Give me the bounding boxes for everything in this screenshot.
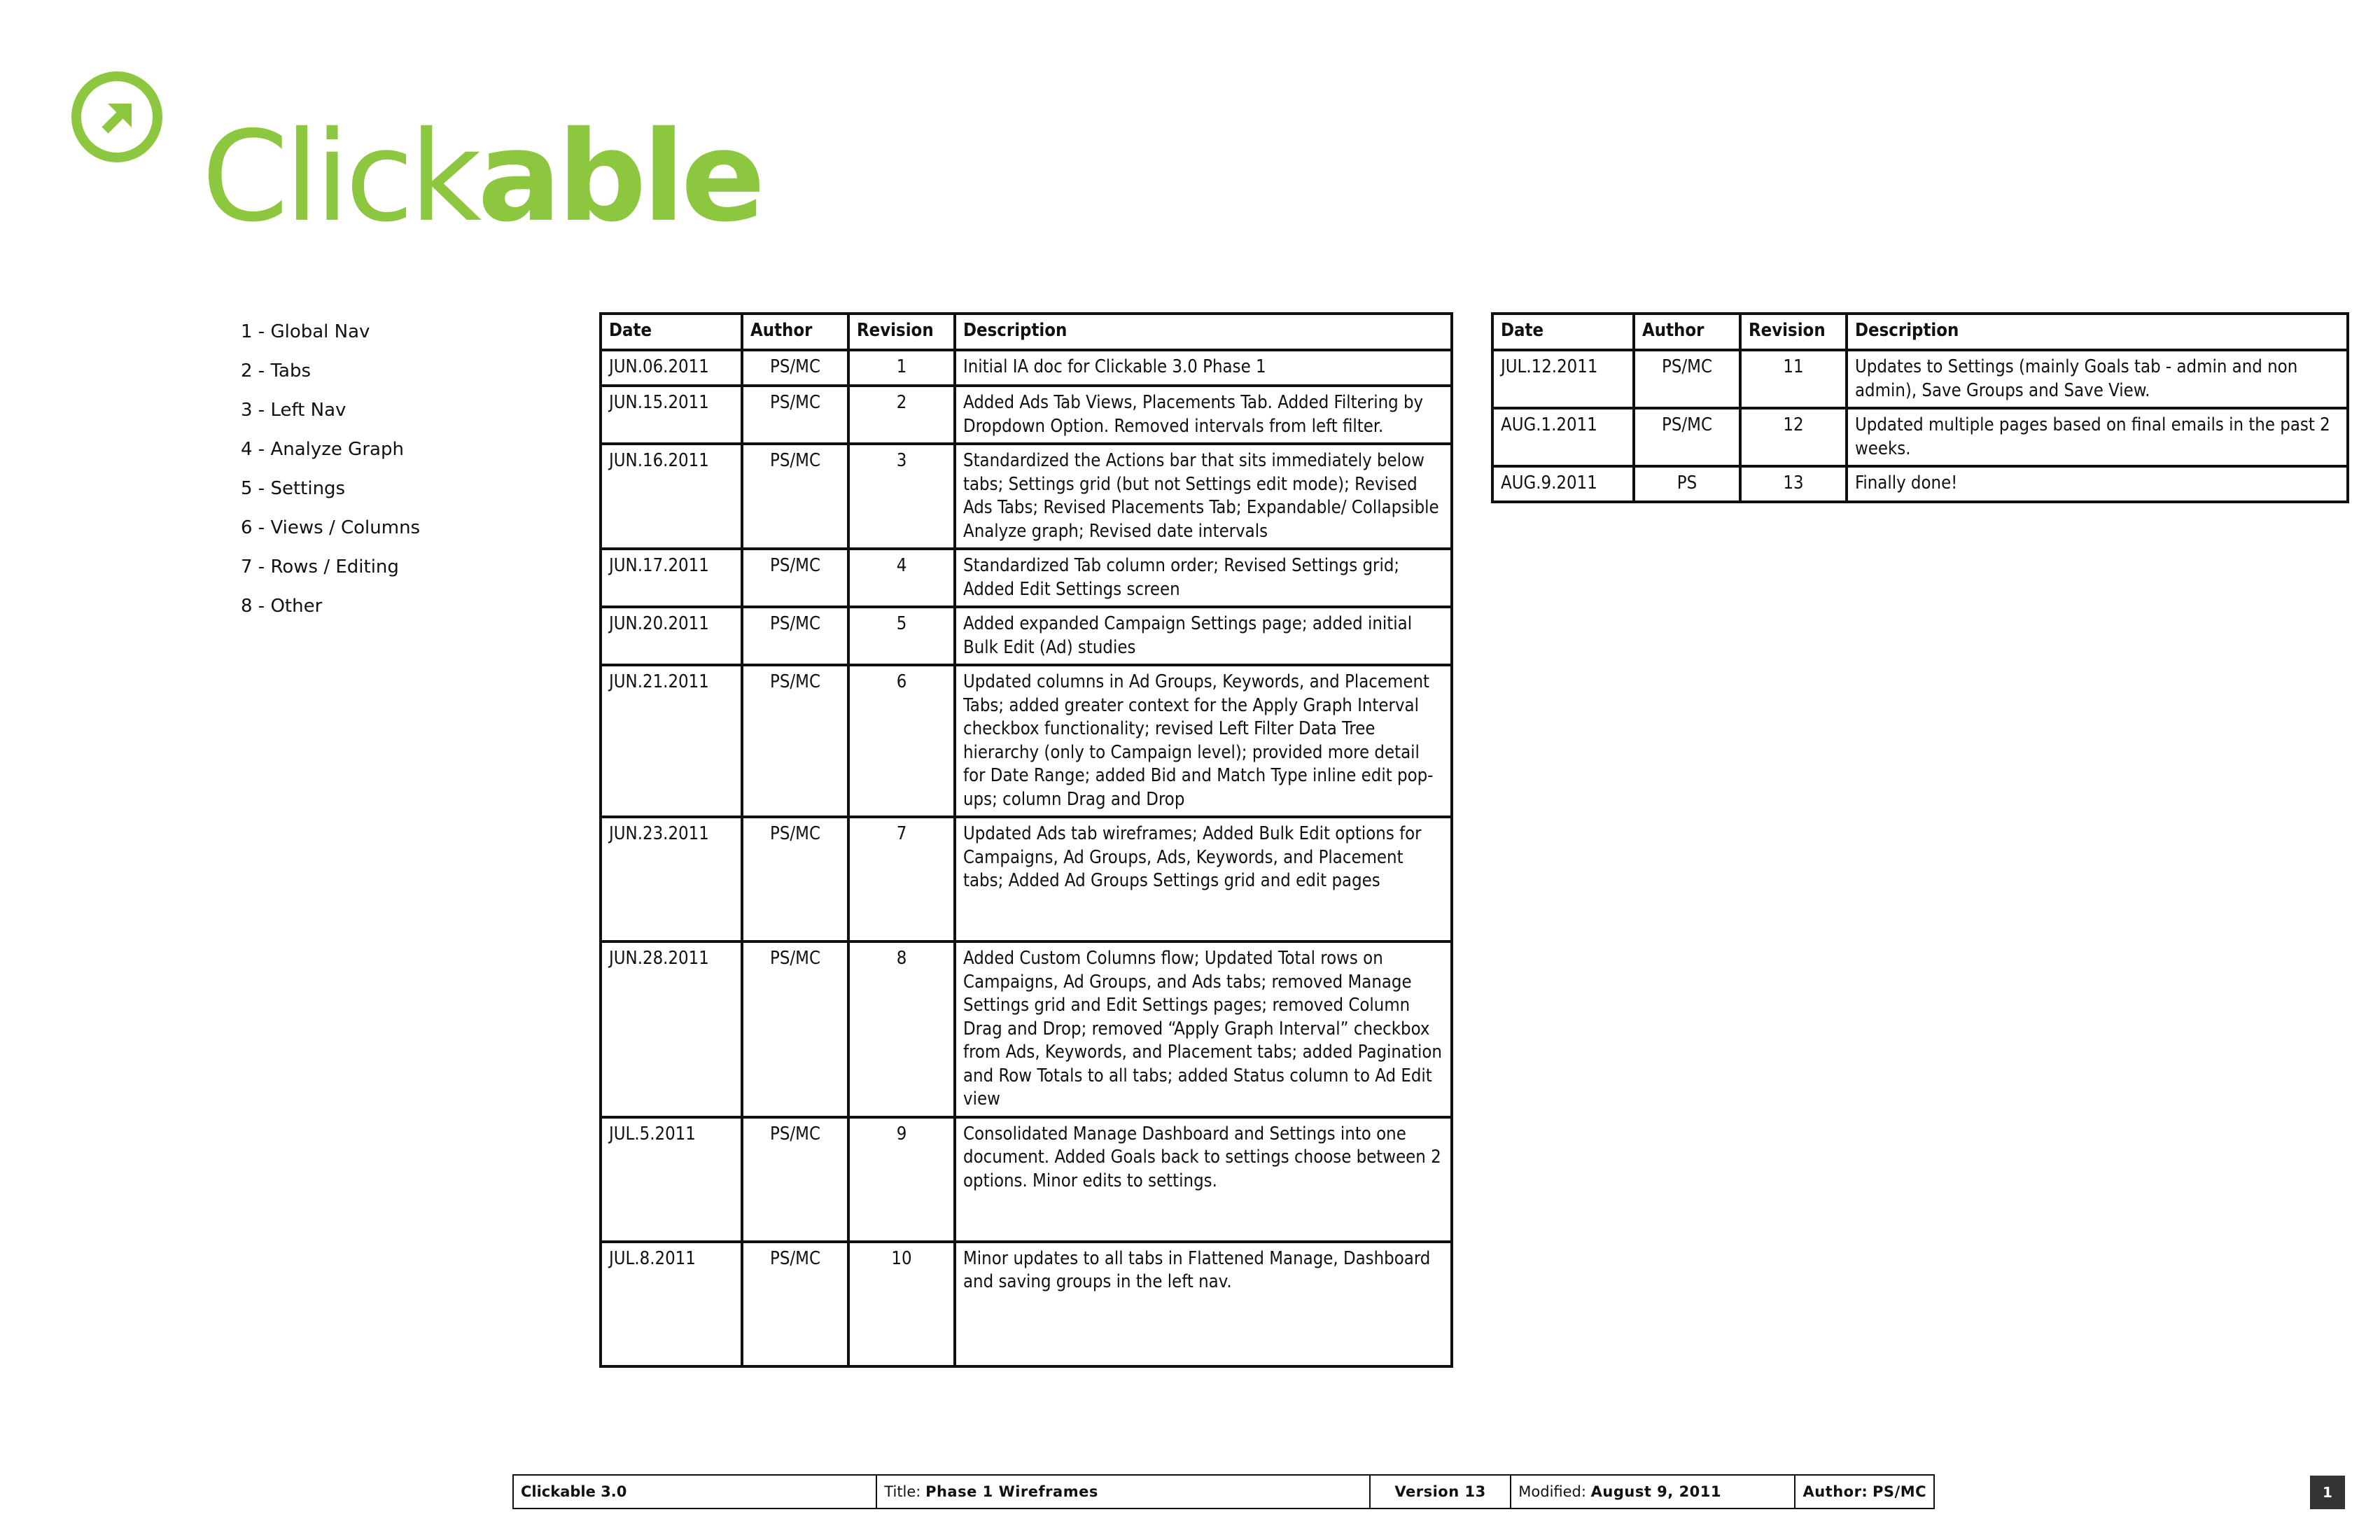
cell-author: PS/MC [742,350,848,386]
cell-author: PS/MC [1634,408,1740,466]
cell-author: PS/MC [742,941,848,1117]
header-date: Date [601,314,742,350]
section-item-settings[interactable]: 5 - Settings [241,478,346,499]
table-row [601,386,1452,444]
revision-history-table-continued [1491,312,2349,503]
table-row [601,817,1452,941]
cell-author: PS/MC [742,1117,848,1242]
header-date: Date [1492,314,1634,350]
cell-description: Added Ads Tab Views, Placements Tab. Added Filtering by Dropdown Option. Removed intervals from left filter. [955,386,1452,444]
cell-revision: 5 [848,607,955,665]
cell-description: Standardized the Actions bar that sits immediately below tabs; Settings grid (but not Settings edit mode); Revised Ads Tabs; Revised Placements Tab; Expandable/ Collapsible Analyze graph; Revised date intervals [955,444,1452,549]
header-revision: Revision [848,314,955,350]
table-row [601,444,1452,549]
section-item-other[interactable]: 8 - Other [241,596,323,617]
cell-description: Finally done! [1847,466,2348,502]
footer-modified [1511,1476,1795,1508]
table-header-row [1492,314,2348,350]
footer-modified-label: Modified: [1518,1483,1586,1500]
cell-description: Updated multiple pages based on final emails in the past 2 weeks. [1847,408,2348,466]
cell-date: JUN.17.2011 [601,549,742,607]
brand-name-bold: able [477,104,762,249]
page-number: 1 [2310,1476,2345,1509]
cell-date: JUN.28.2011 [601,941,742,1117]
cell-author: PS/MC [742,1242,848,1366]
cell-description: Initial IA doc for Clickable 3.0 Phase 1 [955,350,1452,386]
footer-title [877,1476,1371,1508]
footer-title-label: Title: [884,1483,921,1500]
revision-history-table [599,312,1453,1368]
footer-author-value: PS/MC [1872,1483,1927,1500]
cell-author: PS/MC [742,817,848,941]
cell-date: AUG.1.2011 [1492,408,1634,466]
cell-description: Updated columns in Ad Groups, Keywords, and Placement Tabs; added greater context for the Apply Graph Interval checkbox functionality; revised Left Filter Data Tree hierarchy (only to Campaign level); provided more detail for Date Range; added Bid and Match Type inline edit pop-ups; column Drag and Drop [955,665,1452,817]
cell-description: Minor updates to all tabs in Flattened Manage, Dashboard and saving groups in the left nav. [955,1242,1452,1366]
cell-author: PS/MC [742,607,848,665]
table-row [1492,350,2348,408]
cell-revision: 7 [848,817,955,941]
cell-revision: 6 [848,665,955,817]
cell-author: PS/MC [742,549,848,607]
footer-author [1795,1476,1933,1508]
cell-revision: 8 [848,941,955,1117]
section-nav [241,318,493,632]
table-row [601,607,1452,665]
cell-date: JUN.06.2011 [601,350,742,386]
cell-date: JUN.16.2011 [601,444,742,549]
cell-revision: 2 [848,386,955,444]
table-row [601,1117,1452,1242]
cell-description: Consolidated Manage Dashboard and Settings into one document. Added Goals back to settings choose between 2 options. Minor edits to settings. [955,1117,1452,1242]
cell-author: PS/MC [742,386,848,444]
cell-revision: 3 [848,444,955,549]
cell-date: JUN.20.2011 [601,607,742,665]
footer-author-label: Author: [1802,1483,1868,1500]
section-item-global-nav[interactable]: 1 - Global Nav [241,321,370,342]
footer-modified-value: August 9, 2011 [1590,1483,1722,1500]
cell-description: Added expanded Campaign Settings page; added initial Bulk Edit (Ad) studies [955,607,1452,665]
cell-description: Added Custom Columns flow; Updated Total rows on Campaigns, Ad Groups, and Ads tabs; removed Manage Settings grid and Edit Settings pages; removed Column Drag and Drop; removed “Apply Graph Interval” checkbox from Ads, Keywords, and Placement tabs; added Pagination and Row Totals to all tabs; added Status column to Ad Edit view [955,941,1452,1117]
footer-version: Version 13 [1371,1476,1511,1508]
cell-revision: 11 [1740,350,1847,408]
table-row [601,665,1452,817]
arrow-circle-icon [70,70,164,164]
header-description: Description [955,314,1452,350]
cell-revision: 12 [1740,408,1847,466]
cell-date: JUN.15.2011 [601,386,742,444]
cell-revision: 9 [848,1117,955,1242]
table-row [601,941,1452,1117]
table-row [601,1242,1452,1366]
cell-description: Updates to Settings (mainly Goals tab - admin and non admin), Save Groups and Save View. [1847,350,2348,408]
table-row [1492,466,2348,502]
cell-date: JUL.5.2011 [601,1117,742,1242]
section-item-tabs[interactable]: 2 - Tabs [241,360,312,382]
cell-description: Updated Ads tab wireframes; Added Bulk Edit options for Campaigns, Ad Groups, Ads, Keywords, and Placement tabs; Added Ad Groups Settings grid and edit pages [955,817,1452,941]
cell-revision: 13 [1740,466,1847,502]
section-item-rows-editing[interactable]: 7 - Rows / Editing [241,556,399,578]
brand-logo [202,104,762,249]
cell-date: AUG.9.2011 [1492,466,1634,502]
footer-title-value: Phase 1 Wireframes [925,1483,1098,1500]
section-item-views-columns[interactable]: 6 - Views / Columns [241,517,421,538]
header-author: Author [742,314,848,350]
section-item-analyze-graph[interactable]: 4 - Analyze Graph [241,439,404,460]
cell-description: Standardized Tab column order; Revised Settings grid; Added Edit Settings screen [955,549,1452,607]
header-description: Description [1847,314,2348,350]
cell-author: PS/MC [742,665,848,817]
cell-revision: 1 [848,350,955,386]
section-item-left-nav[interactable]: 3 - Left Nav [241,400,346,421]
cell-date: JUN.21.2011 [601,665,742,817]
brand-name-light: Click [202,104,478,249]
table-row [601,549,1452,607]
table-header-row [601,314,1452,350]
cell-revision: 4 [848,549,955,607]
header-author: Author [1634,314,1740,350]
header-revision: Revision [1740,314,1847,350]
cell-date: JUL.12.2011 [1492,350,1634,408]
document-footer [512,1474,1935,1509]
cell-author: PS/MC [742,444,848,549]
table-row [1492,408,2348,466]
cell-author: PS/MC [1634,350,1740,408]
cell-revision: 10 [848,1242,955,1366]
cell-date: JUN.23.2011 [601,817,742,941]
cell-date: JUL.8.2011 [601,1242,742,1366]
cell-author: PS [1634,466,1740,502]
footer-project: Clickable 3.0 [514,1476,877,1508]
table-row [601,350,1452,386]
